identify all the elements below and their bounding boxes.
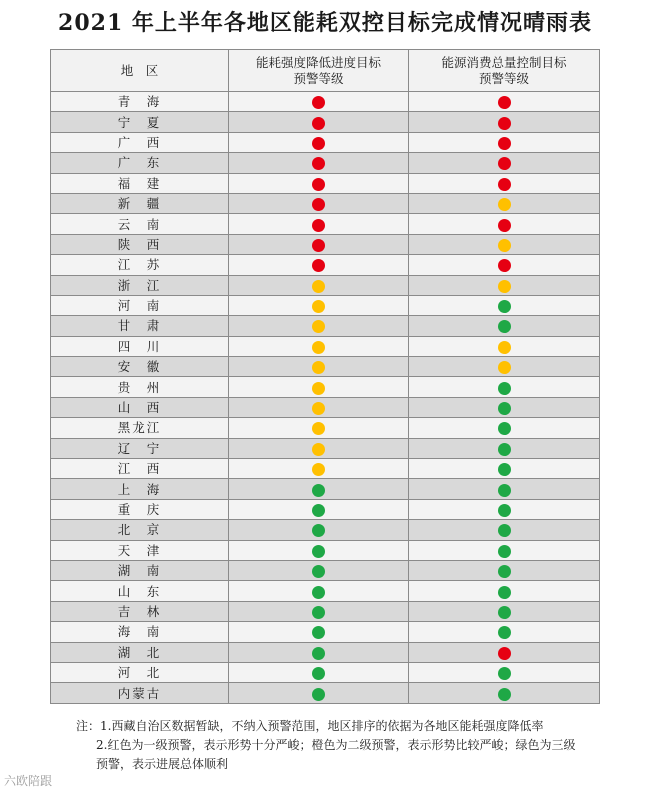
intensity-level-cell <box>229 683 409 703</box>
table-row <box>51 642 600 662</box>
total-level-cell <box>409 479 600 499</box>
table-row <box>51 560 600 580</box>
intensity-level-cell <box>229 601 409 621</box>
total-level-cell <box>409 662 600 682</box>
intensity-level-cell <box>229 662 409 682</box>
region-cell: 黑龙江 <box>51 418 229 438</box>
region-cell: 重 庆 <box>51 499 229 519</box>
orange-status-dot-icon <box>312 320 325 333</box>
green-status-dot-icon <box>498 443 511 456</box>
intensity-level-cell <box>229 92 409 112</box>
table-row <box>51 581 600 601</box>
total-level-cell <box>409 397 600 417</box>
intensity-level-cell <box>229 132 409 152</box>
table-row <box>51 622 600 642</box>
intensity-level-cell <box>229 275 409 295</box>
green-status-dot-icon <box>312 545 325 558</box>
region-cell: 新 疆 <box>51 193 229 213</box>
table-row <box>51 601 600 621</box>
table-row <box>51 214 600 234</box>
total-level-cell <box>409 622 600 642</box>
note-line-2: 2.红色为一级预警，表示形势十分严峻；橙色为二级预警，表示形势比较严峻；绿色为三级 <box>96 738 576 752</box>
green-status-dot-icon <box>498 626 511 639</box>
total-level-cell <box>409 438 600 458</box>
green-status-dot-icon <box>312 484 325 497</box>
green-status-dot-icon <box>498 300 511 313</box>
total-level-cell <box>409 112 600 132</box>
table-row <box>51 316 600 336</box>
region-cell: 福 建 <box>51 173 229 193</box>
region-cell: 陕 西 <box>51 234 229 254</box>
red-status-dot-icon <box>312 96 325 109</box>
total-level-cell <box>409 234 600 254</box>
intensity-level-cell <box>229 479 409 499</box>
green-status-dot-icon <box>312 626 325 639</box>
orange-status-dot-icon <box>498 280 511 293</box>
table-row <box>51 397 600 417</box>
header-total: 能源消费总量控制目标 预警等级 <box>409 50 600 92</box>
orange-status-dot-icon <box>312 361 325 374</box>
intensity-level-cell <box>229 234 409 254</box>
green-status-dot-icon <box>498 422 511 435</box>
intensity-level-cell <box>229 459 409 479</box>
header-intensity: 能耗强度降低进度目标 预警等级 <box>229 50 409 92</box>
green-status-dot-icon <box>498 484 511 497</box>
green-status-dot-icon <box>312 524 325 537</box>
red-status-dot-icon <box>312 157 325 170</box>
red-status-dot-icon <box>312 198 325 211</box>
table-row <box>51 295 600 315</box>
red-status-dot-icon <box>498 178 511 191</box>
region-cell: 山 西 <box>51 397 229 417</box>
red-status-dot-icon <box>498 259 511 272</box>
orange-status-dot-icon <box>498 239 511 252</box>
green-status-dot-icon <box>498 688 511 701</box>
region-cell: 北 京 <box>51 520 229 540</box>
table-row <box>51 132 600 152</box>
document-title: 2021 年上半年各地区能耗双控目标完成情况晴雨表 <box>58 10 592 36</box>
region-cell: 上 海 <box>51 479 229 499</box>
intensity-level-cell <box>229 438 409 458</box>
total-level-cell <box>409 683 600 703</box>
orange-status-dot-icon <box>312 443 325 456</box>
table-row <box>51 275 600 295</box>
intensity-level-cell <box>229 540 409 560</box>
intensity-level-cell <box>229 336 409 356</box>
total-level-cell <box>409 92 600 112</box>
region-cell: 湖 北 <box>51 642 229 662</box>
red-status-dot-icon <box>498 117 511 130</box>
intensity-level-cell <box>229 397 409 417</box>
green-status-dot-icon <box>312 647 325 660</box>
region-cell: 四 川 <box>51 336 229 356</box>
region-cell: 云 南 <box>51 214 229 234</box>
table-row <box>51 193 600 213</box>
green-status-dot-icon <box>498 545 511 558</box>
table-row <box>51 255 600 275</box>
total-level-cell <box>409 193 600 213</box>
intensity-level-cell <box>229 153 409 173</box>
total-level-cell <box>409 601 600 621</box>
green-status-dot-icon <box>312 565 325 578</box>
region-cell: 吉 林 <box>51 601 229 621</box>
red-status-dot-icon <box>312 239 325 252</box>
orange-status-dot-icon <box>498 198 511 211</box>
region-cell: 宁 夏 <box>51 112 229 132</box>
total-level-cell <box>409 418 600 438</box>
region-cell: 河 北 <box>51 662 229 682</box>
orange-status-dot-icon <box>312 341 325 354</box>
region-cell: 江 苏 <box>51 255 229 275</box>
table-row <box>51 520 600 540</box>
region-cell: 广 东 <box>51 153 229 173</box>
intensity-level-cell <box>229 622 409 642</box>
orange-status-dot-icon <box>312 300 325 313</box>
intensity-level-cell <box>229 255 409 275</box>
total-level-cell <box>409 560 600 580</box>
green-status-dot-icon <box>498 402 511 415</box>
orange-status-dot-icon <box>312 382 325 395</box>
table-row <box>51 438 600 458</box>
red-status-dot-icon <box>498 647 511 660</box>
table-row <box>51 357 600 377</box>
region-cell: 海 南 <box>51 622 229 642</box>
table-row <box>51 418 600 438</box>
total-level-cell <box>409 642 600 662</box>
table-row <box>51 540 600 560</box>
green-status-dot-icon <box>498 382 511 395</box>
table-row <box>51 499 600 519</box>
intensity-level-cell <box>229 499 409 519</box>
intensity-level-cell <box>229 642 409 662</box>
intensity-level-cell <box>229 316 409 336</box>
orange-status-dot-icon <box>498 341 511 354</box>
total-level-cell <box>409 357 600 377</box>
total-level-cell <box>409 336 600 356</box>
total-level-cell <box>409 499 600 519</box>
intensity-level-cell <box>229 214 409 234</box>
green-status-dot-icon <box>498 504 511 517</box>
region-cell: 浙 江 <box>51 275 229 295</box>
green-status-dot-icon <box>312 667 325 680</box>
table-row <box>51 173 600 193</box>
orange-status-dot-icon <box>312 280 325 293</box>
red-status-dot-icon <box>498 96 511 109</box>
total-level-cell <box>409 173 600 193</box>
table-row <box>51 336 600 356</box>
table-row <box>51 153 600 173</box>
total-level-cell <box>409 540 600 560</box>
region-cell: 辽 宁 <box>51 438 229 458</box>
table-header-row <box>51 50 600 92</box>
red-status-dot-icon <box>498 157 511 170</box>
region-cell: 天 津 <box>51 540 229 560</box>
total-level-cell <box>409 316 600 336</box>
orange-status-dot-icon <box>312 422 325 435</box>
region-cell: 湖 南 <box>51 560 229 580</box>
green-status-dot-icon <box>498 586 511 599</box>
total-level-cell <box>409 520 600 540</box>
green-status-dot-icon <box>498 463 511 476</box>
region-cell: 广 西 <box>51 132 229 152</box>
intensity-level-cell <box>229 377 409 397</box>
green-status-dot-icon <box>312 606 325 619</box>
total-level-cell <box>409 295 600 315</box>
intensity-level-cell <box>229 581 409 601</box>
green-status-dot-icon <box>498 320 511 333</box>
intensity-level-cell <box>229 560 409 580</box>
orange-status-dot-icon <box>312 463 325 476</box>
table-row <box>51 92 600 112</box>
table-row <box>51 234 600 254</box>
total-level-cell <box>409 132 600 152</box>
green-status-dot-icon <box>498 565 511 578</box>
green-status-dot-icon <box>498 524 511 537</box>
table-row <box>51 112 600 132</box>
total-level-cell <box>409 459 600 479</box>
note-line-3: 预警，表示进展总体顺利 <box>96 757 229 771</box>
red-status-dot-icon <box>312 117 325 130</box>
intensity-level-cell <box>229 112 409 132</box>
orange-status-dot-icon <box>498 361 511 374</box>
total-level-cell <box>409 581 600 601</box>
table-row <box>51 377 600 397</box>
orange-status-dot-icon <box>312 402 325 415</box>
note-line-1: 注：1.西藏自治区数据暂缺，不纳入预警范围，地区排序的依据为各地区能耗强度降低率 <box>76 719 544 733</box>
table-row <box>51 479 600 499</box>
region-cell: 青 海 <box>51 92 229 112</box>
table-row <box>51 459 600 479</box>
total-level-cell <box>409 275 600 295</box>
region-cell: 贵 州 <box>51 377 229 397</box>
region-cell: 山 东 <box>51 581 229 601</box>
intensity-level-cell <box>229 357 409 377</box>
footnotes <box>76 717 616 774</box>
green-status-dot-icon <box>498 606 511 619</box>
region-cell: 河 南 <box>51 295 229 315</box>
region-cell: 江 西 <box>51 459 229 479</box>
intensity-level-cell <box>229 418 409 438</box>
region-cell: 内蒙古 <box>51 683 229 703</box>
red-status-dot-icon <box>312 137 325 150</box>
table-row <box>51 683 600 703</box>
red-status-dot-icon <box>312 178 325 191</box>
region-cell: 甘 肃 <box>51 316 229 336</box>
intensity-level-cell <box>229 295 409 315</box>
green-status-dot-icon <box>312 504 325 517</box>
warning-table <box>50 49 600 704</box>
intensity-level-cell <box>229 193 409 213</box>
total-level-cell <box>409 377 600 397</box>
red-status-dot-icon <box>498 137 511 150</box>
header-region: 地 区 <box>51 50 229 92</box>
green-status-dot-icon <box>312 688 325 701</box>
green-status-dot-icon <box>312 586 325 599</box>
total-level-cell <box>409 214 600 234</box>
region-cell: 安 徽 <box>51 357 229 377</box>
total-level-cell <box>409 255 600 275</box>
total-level-cell <box>409 153 600 173</box>
green-status-dot-icon <box>498 667 511 680</box>
red-status-dot-icon <box>312 219 325 232</box>
red-status-dot-icon <box>498 219 511 232</box>
table-row <box>51 662 600 682</box>
intensity-level-cell <box>229 520 409 540</box>
watermark: 六欧陪跟 <box>4 774 53 788</box>
red-status-dot-icon <box>312 259 325 272</box>
intensity-level-cell <box>229 173 409 193</box>
